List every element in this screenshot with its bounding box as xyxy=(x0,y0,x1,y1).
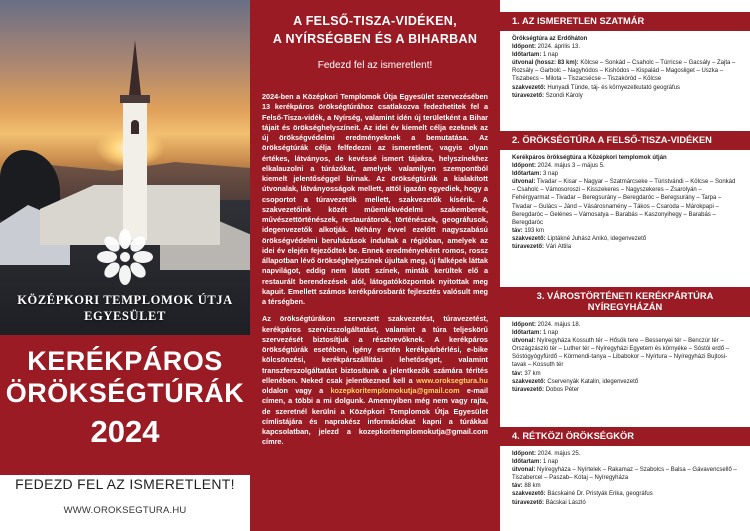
church-tower xyxy=(118,40,152,240)
region-subheading: Fedezd fel az ismeretlent! xyxy=(317,60,433,71)
distance-label: táv: xyxy=(512,227,523,234)
tour-subtitle: Örökségtúra az Erdőháton xyxy=(512,36,588,42)
distance-value: 193 km xyxy=(524,227,545,234)
church-sunset-photo xyxy=(0,0,250,335)
flower-emblem-icon xyxy=(90,222,160,292)
email-link[interactable]: kozepkoritemplomokutja@gmail.com xyxy=(330,386,460,395)
date-label: Időpont: xyxy=(512,451,536,457)
guide-label: szakvezető: xyxy=(512,491,546,498)
tour-section-4 xyxy=(500,427,750,507)
distance-label: táv: xyxy=(512,483,523,490)
route-value: Nyíregyháza – Nyírtelek – Rakamaz – Szabolcs – Balsa – Gávavencsellő – Tiszabercel – Paszab– Kótaj – Nyíregyháza xyxy=(512,467,737,482)
route-label: útvonal: xyxy=(512,338,536,345)
date-value: 2024. április 13. xyxy=(537,44,581,51)
intro-paragraph-1: 2024-ben a Középkori Templomok Útja Egyesület szervezésében 13 kerékpáros örökségtúrához csatlakozva fedezhetitek fel a Felső-Tisza-vidék, a Nyírség, valamint idén új területként a Bihar tájait és örökséghelyszíneit. Az idei év kiemelt célja ezeknek az új örökségvédelmi eredményeknek a bemutatása. Az örökségtúrák célja felfedezni az ismeretlent, vagyis olyan értékes, látványos, de kevéssé ismert tájakra, helyszínekhez elkalauzolni a túrázókat, amelyek valamilyen szempontból kiemelt jelentőséggel bírnak. Az örökségtúrák a kialakított útvonalak, látványosságok mellett, attól igazán egyediek, hogy a csoportot a túravezetők mellett, szakvezetők kísérik. A szakvezetőink közét műemlékvédelmi szakemberek, művészettörténészek, restaurátorok, történészek, geográfusok, idegenvezetők alkotják. Néhány évvel ezelőtt nagyszabású örökségvédelmi beruházások indultak a régióban, amelyek az idei év elején fejeződtek be. Ennek eredményeként romos, rossz állapotban lévő örökséghelyszínek újultak meg, új falképek láttak napvilágot, eddig nem látott színek, minták kerültek elő a restaurált berendezések alól, látogatóközpontok nyitottak meg kapuit. Emellett számos kerékpárosbarát fejlesztés valósult meg a térségben. xyxy=(262,92,488,306)
tour-heading: 3. VÁROSTÖRTÉNETI KERÉKPÁRTÚRA NYÍREGYHÁZÁN xyxy=(500,287,750,317)
region-heading-line2: A NYÍRSÉGBEN ÉS A BIHARBAN xyxy=(272,32,478,46)
tour-details xyxy=(500,446,750,507)
title-line1: KERÉKPÁROS xyxy=(27,346,223,376)
date-value: 2024. május 25. xyxy=(537,451,581,457)
website-link-inline[interactable]: www.oroksegtura.hu xyxy=(416,375,488,385)
distance-value: 88 km xyxy=(524,483,541,490)
tour-heading: 4. RÉTKÖZI ÖRÖKSÉGKÖR xyxy=(500,427,750,446)
duration-label: Időtartam: xyxy=(512,459,542,466)
guide-value: Cservenyák Katalin, idegenvezető xyxy=(547,378,639,385)
tagline: FEDEZD FEL AZ ISMERETLENT! xyxy=(15,476,235,492)
route-label: útvonal: xyxy=(512,467,536,474)
date-value: 2024. május 18. xyxy=(537,322,581,328)
tour-details xyxy=(500,317,750,394)
title-box xyxy=(0,335,250,475)
duration-value: 3 nap xyxy=(543,171,559,178)
tour-leader-value: Vári Attila xyxy=(545,244,572,251)
guide-label: szakvezető: xyxy=(512,378,546,385)
tour-subtitle: Kerékpáros örökségtúra a Középkori templomok útján xyxy=(512,155,667,161)
tour-details xyxy=(500,150,750,251)
tour-leader-label: túravezető: xyxy=(512,244,545,251)
guide-label: szakvezető: xyxy=(512,235,546,242)
guide-label: szakvezető: xyxy=(512,84,546,91)
intro-text xyxy=(262,92,488,455)
route-value: Kölcse – Sonkád – Csaholc – Túrricse – Gacsály – Zajta – Rozsály – Garbolc – Nagyhódos – Kishódos – Kispalád – Magosliget – Uszka – Tiszabecs – Milota – Tiszacsécse – Tiszakóród – Kölcse xyxy=(512,60,736,83)
tour-leader-label: túravezető: xyxy=(512,499,545,506)
guide-value: Bácskainé Dr. Pristyák Erika, geográfus xyxy=(547,491,653,498)
left-panel xyxy=(0,0,250,531)
right-panel xyxy=(500,0,750,531)
tour-leader-label: túravezető: xyxy=(512,386,545,393)
intro-p2-a: Az örökségtúrákon szervezett szakvezetést, túravezetést, kerékpáros szervizszolgáltatást, valamint a túra teljeskörű szervezését biztosítjuk a résztvevőknek. A kerékpáros örökségtúrák esetében, igény esetén kerékpárbérlési, e-bike kölcsönzési, kerékpárszállítási lehetőséget, valamint transzferszolgáltatást biztosítunk a jelentkezők számára térítés ellenében. Neked csak jelentkezned kell a xyxy=(262,314,488,385)
tour-leader-value: Bácskai László xyxy=(545,499,586,506)
tour-section-1 xyxy=(500,12,750,100)
org-line1: KÖZÉPKORI TEMPLOMOK ÚTJA xyxy=(17,293,233,307)
distance-value: 37 km xyxy=(524,370,541,377)
organization-name xyxy=(0,292,250,324)
tour-heading: 2. ÖRÖKSÉGTÚRA A FELSŐ-TISZA-VIDÉKEN xyxy=(500,131,750,150)
route-label: útvonal (hossz: 83 km): xyxy=(512,60,579,67)
route-label: útvonal: xyxy=(512,179,536,186)
duration-label: Időtartam: xyxy=(512,330,542,337)
title-line2: ÖRÖKSÉGTÚRÁK xyxy=(5,378,245,408)
tour-leader-value: Dobos Péter xyxy=(545,386,580,393)
duration-value: 1 nap xyxy=(543,330,559,337)
region-heading-line1: A FELSŐ-TISZA-VIDÉKEN, xyxy=(293,14,457,28)
tour-leader-label: túravezető: xyxy=(512,92,545,99)
date-value: 2024. május 3 – május 5. xyxy=(537,163,605,170)
title-year: 2024 xyxy=(90,414,160,449)
region-heading xyxy=(250,12,500,48)
guide-value: Hunyadi Tünde, táj- és környezetkutató geográfus xyxy=(547,84,680,91)
duration-value: 1 nap xyxy=(543,459,559,466)
intro-paragraph-2 xyxy=(262,314,488,447)
org-line2: EGYESÜLET xyxy=(84,309,166,323)
tour-section-3 xyxy=(500,287,750,394)
tour-section-2 xyxy=(500,131,750,251)
route-value: Nyíregyháza Kossuth tér – Hősök tere – Bessenyei tér – Benczúr tér – Országzászló tér – Luther tér – Nyíregyházi Egyetem és környéke – Sóstói erdő – Sóstógyógyfürdő – Körmendi-tanya – Libabokor – Nyírtura – Nyíregyházi Bujtosi-tavak – Kossuth tér xyxy=(512,338,730,369)
middle-panel xyxy=(250,0,500,531)
guide-value: Liptákné Juhász Anikó, idegenvezető xyxy=(547,235,647,242)
date-label: Időpont: xyxy=(512,163,536,170)
distance-label: táv: xyxy=(512,370,523,377)
duration-value: 1 nap xyxy=(543,52,559,59)
website-link[interactable]: WWW.OROKSEGTURA.HU xyxy=(63,505,187,516)
tour-heading: 1. AZ ISMERETLEN SZATMÁR xyxy=(500,12,750,31)
duration-label: Időtartam: xyxy=(512,171,542,178)
route-value: Tivadar – Kisar – Nagyar – Szatmárcseke – Túristvándi – Kölcse – Sonkád – Csaholc – Vámosoroszi – Kisszekeres – Nagyszekeres – Zsarolyán – Fehérgyarmat – Tivadar – Beregsurány – Beregdaróc – Beregsurány – Tarpa – Tivadar – Gulács – Jánd – Vásárosnamény – Tákos – Csaroda – Márokpapi – Beregdaróc – Gelénes – Vámosatya – Barabás – Kaszonyihegy – Barabás – Beregdaróc xyxy=(512,179,736,226)
date-label: Időpont: xyxy=(512,44,536,51)
duration-label: Időtartam: xyxy=(512,52,542,59)
tour-details xyxy=(500,31,750,100)
intro-p2-c: e-mail címen, a többi a mi dolgunk. Amennyiben még nem vagy rajta, de szeretnél kerülni a Középkori Templomok Útja Egyesület címlistájára és naprakész információkat kapni a túrákkal kapcsolatban, jelezd a kozepkoritemplomokutja@gmail.com címre. xyxy=(262,386,489,447)
intro-p2-b: oldalon vagy a xyxy=(262,386,324,395)
tour-leader-value: Szondi Károly xyxy=(545,92,583,99)
date-label: Időpont: xyxy=(512,322,536,328)
